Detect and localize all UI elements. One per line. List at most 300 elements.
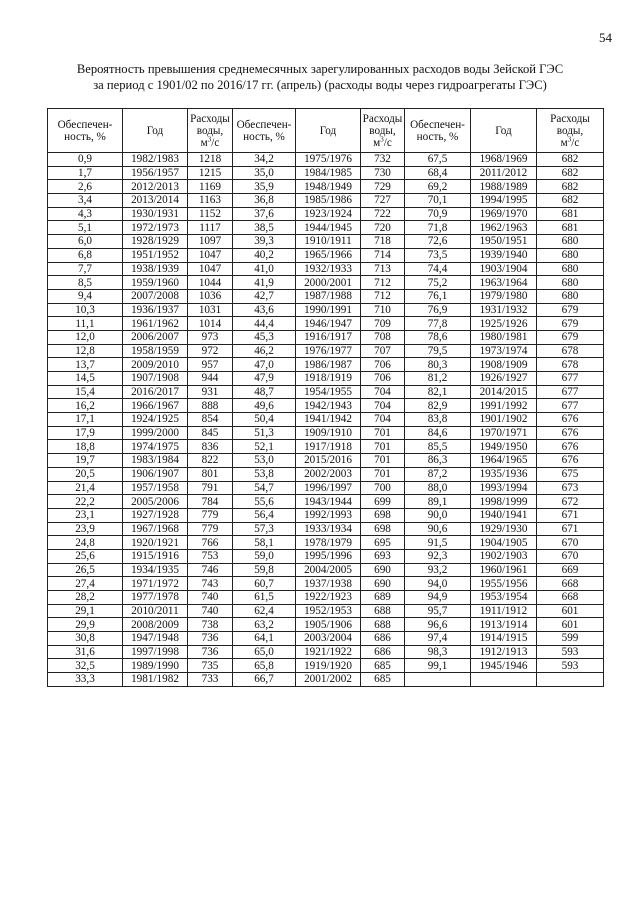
table-cell: 931 bbox=[188, 385, 233, 399]
table-cell: 2005/2006 bbox=[123, 495, 188, 509]
table-cell: 13,7 bbox=[48, 358, 123, 372]
table-cell: 671 bbox=[537, 522, 604, 536]
table-cell: 1949/1950 bbox=[471, 440, 537, 454]
table-row bbox=[48, 618, 604, 632]
table-cell: 1918/1919 bbox=[296, 372, 361, 386]
table-cell: 1971/1972 bbox=[123, 577, 188, 591]
table-row bbox=[48, 426, 604, 440]
table-row bbox=[48, 207, 604, 221]
table-cell: 599 bbox=[537, 632, 604, 646]
column-header bbox=[123, 109, 188, 153]
table-row bbox=[48, 276, 604, 290]
column-header-line-1: Обеспечен- bbox=[410, 118, 465, 131]
table-cell: 29,1 bbox=[48, 604, 123, 618]
table-cell: 1952/1953 bbox=[296, 604, 361, 618]
table-cell: 97,4 bbox=[405, 632, 471, 646]
table-cell: 746 bbox=[188, 563, 233, 577]
table-row bbox=[48, 495, 604, 509]
column-header bbox=[296, 109, 361, 153]
table-cell: 710 bbox=[361, 303, 405, 317]
table-cell: 6,8 bbox=[48, 248, 123, 262]
table-cell: 36,8 bbox=[233, 194, 296, 208]
table-cell: 62,4 bbox=[233, 604, 296, 618]
table-cell: 743 bbox=[188, 577, 233, 591]
table-cell: 680 bbox=[537, 235, 604, 249]
table-cell: 1985/1986 bbox=[296, 194, 361, 208]
table-cell: 733 bbox=[188, 673, 233, 687]
table-cell: 79,5 bbox=[405, 344, 471, 358]
table-cell: 76,1 bbox=[405, 289, 471, 303]
table-cell: 1945/1946 bbox=[471, 659, 537, 673]
table-cell: 1939/1940 bbox=[471, 248, 537, 262]
table-cell: 1948/1949 bbox=[296, 180, 361, 194]
table-cell: 944 bbox=[188, 372, 233, 386]
table-cell: 1962/1963 bbox=[471, 221, 537, 235]
column-header-unit: м bbox=[200, 136, 208, 149]
table-cell: 1921/1922 bbox=[296, 645, 361, 659]
table-cell: 1928/1929 bbox=[123, 235, 188, 249]
table-cell: 1959/1960 bbox=[123, 276, 188, 290]
table-row bbox=[48, 632, 604, 646]
table-cell: 1944/1945 bbox=[296, 221, 361, 235]
table-cell: 1943/1944 bbox=[296, 495, 361, 509]
table-row bbox=[48, 645, 604, 659]
table-cell: 1950/1951 bbox=[471, 235, 537, 249]
table-cell: 51,3 bbox=[233, 426, 296, 440]
column-header bbox=[188, 109, 233, 153]
table-cell: 1932/1933 bbox=[296, 262, 361, 276]
table-cell: 53,0 bbox=[233, 454, 296, 468]
table-cell: 1915/1916 bbox=[123, 549, 188, 563]
table-cell: 2007/2008 bbox=[123, 289, 188, 303]
table-cell: 28,2 bbox=[48, 591, 123, 605]
table-cell: 72,6 bbox=[405, 235, 471, 249]
table-cell: 57,3 bbox=[233, 522, 296, 536]
table-cell: 11,1 bbox=[48, 317, 123, 331]
table-cell: 670 bbox=[537, 536, 604, 550]
table-cell: 1953/1954 bbox=[471, 591, 537, 605]
table-cell: 87,2 bbox=[405, 467, 471, 481]
table-cell: 2,6 bbox=[48, 180, 123, 194]
table-cell: 1951/1952 bbox=[123, 248, 188, 262]
table-cell: 96,6 bbox=[405, 618, 471, 632]
page-number: 54 bbox=[599, 30, 612, 45]
table-cell: 50,4 bbox=[233, 413, 296, 427]
table-cell: 1964/1965 bbox=[471, 454, 537, 468]
column-header-line-2: ность, % bbox=[416, 130, 459, 143]
table-cell: 682 bbox=[537, 153, 604, 167]
table-cell: 682 bbox=[537, 180, 604, 194]
table-cell: 17,1 bbox=[48, 413, 123, 427]
table-cell: 972 bbox=[188, 344, 233, 358]
table-cell: 784 bbox=[188, 495, 233, 509]
table-cell: 31,6 bbox=[48, 645, 123, 659]
table-cell: 672 bbox=[537, 495, 604, 509]
table-cell: 49,6 bbox=[233, 399, 296, 413]
table-cell: 1931/1932 bbox=[471, 303, 537, 317]
table-cell: 1946/1947 bbox=[296, 317, 361, 331]
table-cell: 55,6 bbox=[233, 495, 296, 509]
column-header-line-1: Обеспечен- bbox=[57, 118, 113, 131]
table-cell: 1995/1996 bbox=[296, 549, 361, 563]
table-cell: 1992/1993 bbox=[296, 508, 361, 522]
table-cell: 1047 bbox=[188, 262, 233, 276]
table-cell: 12,8 bbox=[48, 344, 123, 358]
table-cell: 84,6 bbox=[405, 426, 471, 440]
table-cell: 1968/1969 bbox=[471, 153, 537, 167]
table-cell: 41,0 bbox=[233, 262, 296, 276]
table-cell: 704 bbox=[361, 385, 405, 399]
table-cell: 679 bbox=[537, 303, 604, 317]
table-cell: 695 bbox=[361, 536, 405, 550]
table-cell: 2009/2010 bbox=[123, 358, 188, 372]
table-cell: 95,7 bbox=[405, 604, 471, 618]
table-cell: 33,3 bbox=[48, 673, 123, 687]
table-cell: 708 bbox=[361, 330, 405, 344]
table-cell: 82,9 bbox=[405, 399, 471, 413]
column-header-line-2: ность, % bbox=[64, 130, 106, 143]
table-cell: 29,9 bbox=[48, 618, 123, 632]
table-cell: 2001/2002 bbox=[296, 673, 361, 687]
table-cell: 56,4 bbox=[233, 508, 296, 522]
table-cell: 676 bbox=[537, 440, 604, 454]
table-cell: 730 bbox=[361, 166, 405, 180]
table-cell: 42,7 bbox=[233, 289, 296, 303]
table-cell: 1169 bbox=[188, 180, 233, 194]
table-row bbox=[48, 153, 604, 167]
table-row bbox=[48, 344, 604, 358]
table-cell: 78,6 bbox=[405, 330, 471, 344]
table-cell bbox=[405, 673, 471, 687]
table-cell: 1924/1925 bbox=[123, 413, 188, 427]
table-cell: 689 bbox=[361, 591, 405, 605]
table-cell: 1906/1907 bbox=[123, 467, 188, 481]
table-cell: 1936/1937 bbox=[123, 303, 188, 317]
table-cell: 601 bbox=[537, 618, 604, 632]
column-header-line-1: Расходы bbox=[550, 112, 590, 125]
table-cell: 1902/1903 bbox=[471, 549, 537, 563]
table-cell: 58,1 bbox=[233, 536, 296, 550]
table-row bbox=[48, 481, 604, 495]
table-cell: 41,9 bbox=[233, 276, 296, 290]
table-cell: 2002/2003 bbox=[296, 467, 361, 481]
table-cell: 92,3 bbox=[405, 549, 471, 563]
table-cell: 738 bbox=[188, 618, 233, 632]
table-cell: 1908/1909 bbox=[471, 358, 537, 372]
table-cell: 14,5 bbox=[48, 372, 123, 386]
table-row bbox=[48, 166, 604, 180]
table-cell: 83,8 bbox=[405, 413, 471, 427]
table-cell: 48,7 bbox=[233, 385, 296, 399]
table-cell: 1977/1978 bbox=[123, 591, 188, 605]
column-header bbox=[471, 109, 537, 153]
table-cell: 1996/1997 bbox=[296, 481, 361, 495]
table-cell: 54,7 bbox=[233, 481, 296, 495]
table-cell: 7,7 bbox=[48, 262, 123, 276]
table-cell: 1937/1938 bbox=[296, 577, 361, 591]
table-cell: 1919/1920 bbox=[296, 659, 361, 673]
table-cell: 4,3 bbox=[48, 207, 123, 221]
table-cell: 1097 bbox=[188, 235, 233, 249]
table-cell: 845 bbox=[188, 426, 233, 440]
table-cell: 1152 bbox=[188, 207, 233, 221]
table-cell: 2014/2015 bbox=[471, 385, 537, 399]
table-cell: 668 bbox=[537, 577, 604, 591]
flow-probability-table bbox=[47, 108, 604, 687]
title-line-1: Вероятность превышения среднемесячных зарегулированных расходов воды Зейской ГЭС bbox=[76, 62, 564, 76]
table-cell: 1912/1913 bbox=[471, 645, 537, 659]
table-row bbox=[48, 604, 604, 618]
table-cell: 1974/1975 bbox=[123, 440, 188, 454]
table-cell: 1960/1961 bbox=[471, 563, 537, 577]
table-cell: 682 bbox=[537, 166, 604, 180]
table-cell: 690 bbox=[361, 563, 405, 577]
table-cell: 712 bbox=[361, 289, 405, 303]
column-header bbox=[48, 109, 123, 153]
table-cell: 1941/1942 bbox=[296, 413, 361, 427]
table-cell: 698 bbox=[361, 508, 405, 522]
table-cell: 1910/1911 bbox=[296, 235, 361, 249]
table-cell: 65,8 bbox=[233, 659, 296, 673]
table-cell: 822 bbox=[188, 454, 233, 468]
table-cell: 779 bbox=[188, 522, 233, 536]
table-cell: 77,8 bbox=[405, 317, 471, 331]
table-cell: 38,5 bbox=[233, 221, 296, 235]
table-cell bbox=[537, 673, 604, 687]
table-row bbox=[48, 221, 604, 235]
column-header bbox=[233, 109, 296, 153]
table-cell: 47,9 bbox=[233, 372, 296, 386]
table-cell: 21,4 bbox=[48, 481, 123, 495]
column-header-line-2: воды, bbox=[556, 124, 584, 137]
table-cell: 736 bbox=[188, 632, 233, 646]
table-cell: 1922/1923 bbox=[296, 591, 361, 605]
table-cell: 1031 bbox=[188, 303, 233, 317]
table-cell: 1994/1995 bbox=[471, 194, 537, 208]
table-row bbox=[48, 194, 604, 208]
table-cell: 2012/2013 bbox=[123, 180, 188, 194]
table-cell: 39,3 bbox=[233, 235, 296, 249]
table-body bbox=[48, 153, 604, 687]
table-cell: 685 bbox=[361, 673, 405, 687]
column-header-line-1: Год bbox=[495, 124, 512, 137]
table-cell: 2015/2016 bbox=[296, 454, 361, 468]
table-cell: 682 bbox=[537, 194, 604, 208]
table-row bbox=[48, 467, 604, 481]
table-cell: 1014 bbox=[188, 317, 233, 331]
column-header-line-2: воды, bbox=[196, 124, 224, 137]
table-cell: 24,8 bbox=[48, 536, 123, 550]
table-cell: 1978/1979 bbox=[296, 536, 361, 550]
table-cell: 1907/1908 bbox=[123, 372, 188, 386]
table-cell: 686 bbox=[361, 645, 405, 659]
table-cell: 6,0 bbox=[48, 235, 123, 249]
table-cell: 836 bbox=[188, 440, 233, 454]
table-cell: 888 bbox=[188, 399, 233, 413]
table-cell: 70,9 bbox=[405, 207, 471, 221]
table-row bbox=[48, 330, 604, 344]
table-cell: 47,0 bbox=[233, 358, 296, 372]
table-cell: 27,4 bbox=[48, 577, 123, 591]
table-cell: 690 bbox=[361, 577, 405, 591]
table-cell: 45,3 bbox=[233, 330, 296, 344]
table-cell: 727 bbox=[361, 194, 405, 208]
table-row bbox=[48, 317, 604, 331]
table-cell: 94,0 bbox=[405, 577, 471, 591]
table-cell: 70,1 bbox=[405, 194, 471, 208]
table-cell: 75,2 bbox=[405, 276, 471, 290]
table-cell: 681 bbox=[537, 221, 604, 235]
table-cell: 0,9 bbox=[48, 153, 123, 167]
table-cell: 63,2 bbox=[233, 618, 296, 632]
table-cell: 18,8 bbox=[48, 440, 123, 454]
table-cell: 709 bbox=[361, 317, 405, 331]
table-cell: 1920/1921 bbox=[123, 536, 188, 550]
table-cell: 679 bbox=[537, 330, 604, 344]
table-cell: 679 bbox=[537, 317, 604, 331]
table-cell: 701 bbox=[361, 454, 405, 468]
table-cell: 59,8 bbox=[233, 563, 296, 577]
table-cell: 15,4 bbox=[48, 385, 123, 399]
table-cell: 973 bbox=[188, 330, 233, 344]
table-cell: 1218 bbox=[188, 153, 233, 167]
table-cell: 1972/1973 bbox=[123, 221, 188, 235]
table-cell: 1930/1931 bbox=[123, 207, 188, 221]
table-cell: 1933/1934 bbox=[296, 522, 361, 536]
table-cell: 82,1 bbox=[405, 385, 471, 399]
column-header-unit-tail: /с bbox=[571, 136, 580, 149]
table-cell: 779 bbox=[188, 508, 233, 522]
column-header-unit: м bbox=[560, 136, 568, 149]
table-cell: 1986/1987 bbox=[296, 358, 361, 372]
table-cell: 1955/1956 bbox=[471, 577, 537, 591]
table-cell: 680 bbox=[537, 276, 604, 290]
table-cell: 2010/2011 bbox=[123, 604, 188, 618]
table-cell: 88,0 bbox=[405, 481, 471, 495]
table-cell: 2003/2004 bbox=[296, 632, 361, 646]
table-cell: 19,7 bbox=[48, 454, 123, 468]
column-header-unit-exponent: 3 bbox=[380, 134, 384, 143]
table-cell: 40,2 bbox=[233, 248, 296, 262]
table-cell: 1047 bbox=[188, 248, 233, 262]
table-cell: 1044 bbox=[188, 276, 233, 290]
table-cell: 2004/2005 bbox=[296, 563, 361, 577]
table-cell: 1993/1994 bbox=[471, 481, 537, 495]
table-cell: 1925/1926 bbox=[471, 317, 537, 331]
table-cell: 90,0 bbox=[405, 508, 471, 522]
table-cell: 1926/1927 bbox=[471, 372, 537, 386]
table-cell: 704 bbox=[361, 399, 405, 413]
table-cell: 98,3 bbox=[405, 645, 471, 659]
table-cell: 693 bbox=[361, 549, 405, 563]
table-cell: 1966/1967 bbox=[123, 399, 188, 413]
table-cell: 35,0 bbox=[233, 166, 296, 180]
table-cell: 1905/1906 bbox=[296, 618, 361, 632]
table-cell: 2016/2017 bbox=[123, 385, 188, 399]
table-cell: 1916/1917 bbox=[296, 330, 361, 344]
table-cell: 35,9 bbox=[233, 180, 296, 194]
table-cell: 2013/2014 bbox=[123, 194, 188, 208]
table-cell: 698 bbox=[361, 522, 405, 536]
table-cell: 86,3 bbox=[405, 454, 471, 468]
table-cell: 706 bbox=[361, 372, 405, 386]
table-cell: 30,8 bbox=[48, 632, 123, 646]
table-cell: 71,8 bbox=[405, 221, 471, 235]
table-cell: 1942/1943 bbox=[296, 399, 361, 413]
table-row bbox=[48, 235, 604, 249]
table-cell: 740 bbox=[188, 591, 233, 605]
table-cell: 854 bbox=[188, 413, 233, 427]
table-cell: 1904/1905 bbox=[471, 536, 537, 550]
table-row bbox=[48, 399, 604, 413]
column-header-line-1: Расходы bbox=[190, 112, 230, 125]
table-cell: 1967/1968 bbox=[123, 522, 188, 536]
table-cell: 1913/1914 bbox=[471, 618, 537, 632]
table-row bbox=[48, 385, 604, 399]
table-cell: 1923/1924 bbox=[296, 207, 361, 221]
table-cell: 20,5 bbox=[48, 467, 123, 481]
table-cell: 1956/1957 bbox=[123, 166, 188, 180]
table-cell: 1975/1976 bbox=[296, 153, 361, 167]
table-cell: 59,0 bbox=[233, 549, 296, 563]
table-cell: 700 bbox=[361, 481, 405, 495]
table-cell: 676 bbox=[537, 413, 604, 427]
table-cell: 1970/1971 bbox=[471, 426, 537, 440]
table-row bbox=[48, 508, 604, 522]
table-cell: 53,8 bbox=[233, 467, 296, 481]
table-cell: 1036 bbox=[188, 289, 233, 303]
title-line-2: за период с 1901/02 по 2016/17 гг. (апрель) (расходы воды через гидроагрегаты ГЭС) bbox=[93, 78, 547, 92]
table-cell: 685 bbox=[361, 659, 405, 673]
table-cell: 1984/1985 bbox=[296, 166, 361, 180]
column-header bbox=[361, 109, 405, 153]
table-cell: 1965/1966 bbox=[296, 248, 361, 262]
table-cell: 80,3 bbox=[405, 358, 471, 372]
table-cell: 957 bbox=[188, 358, 233, 372]
table-cell: 1911/1912 bbox=[471, 604, 537, 618]
table-cell: 1990/1991 bbox=[296, 303, 361, 317]
table-cell: 1903/1904 bbox=[471, 262, 537, 276]
table-cell: 93,2 bbox=[405, 563, 471, 577]
table-cell: 1982/1983 bbox=[123, 153, 188, 167]
table-cell: 680 bbox=[537, 262, 604, 276]
table-row bbox=[48, 454, 604, 468]
column-header bbox=[405, 109, 471, 153]
table-row bbox=[48, 522, 604, 536]
table-cell: 76,9 bbox=[405, 303, 471, 317]
table-cell: 1973/1974 bbox=[471, 344, 537, 358]
table-cell: 1929/1930 bbox=[471, 522, 537, 536]
table-cell: 1987/1988 bbox=[296, 289, 361, 303]
table-cell: 678 bbox=[537, 358, 604, 372]
table-cell: 37,6 bbox=[233, 207, 296, 221]
table-cell: 99,1 bbox=[405, 659, 471, 673]
table-cell: 74,4 bbox=[405, 262, 471, 276]
table-cell: 704 bbox=[361, 413, 405, 427]
table-row bbox=[48, 577, 604, 591]
table-cell: 791 bbox=[188, 481, 233, 495]
table-cell: 740 bbox=[188, 604, 233, 618]
table-cell: 25,6 bbox=[48, 549, 123, 563]
table-cell: 26,5 bbox=[48, 563, 123, 577]
table-cell: 1981/1982 bbox=[123, 673, 188, 687]
column-header-unit-exponent: 3 bbox=[207, 134, 212, 143]
table-cell: 60,7 bbox=[233, 577, 296, 591]
table-cell: 680 bbox=[537, 289, 604, 303]
table-cell: 1961/1962 bbox=[123, 317, 188, 331]
table-cell: 686 bbox=[361, 632, 405, 646]
table-row bbox=[48, 549, 604, 563]
